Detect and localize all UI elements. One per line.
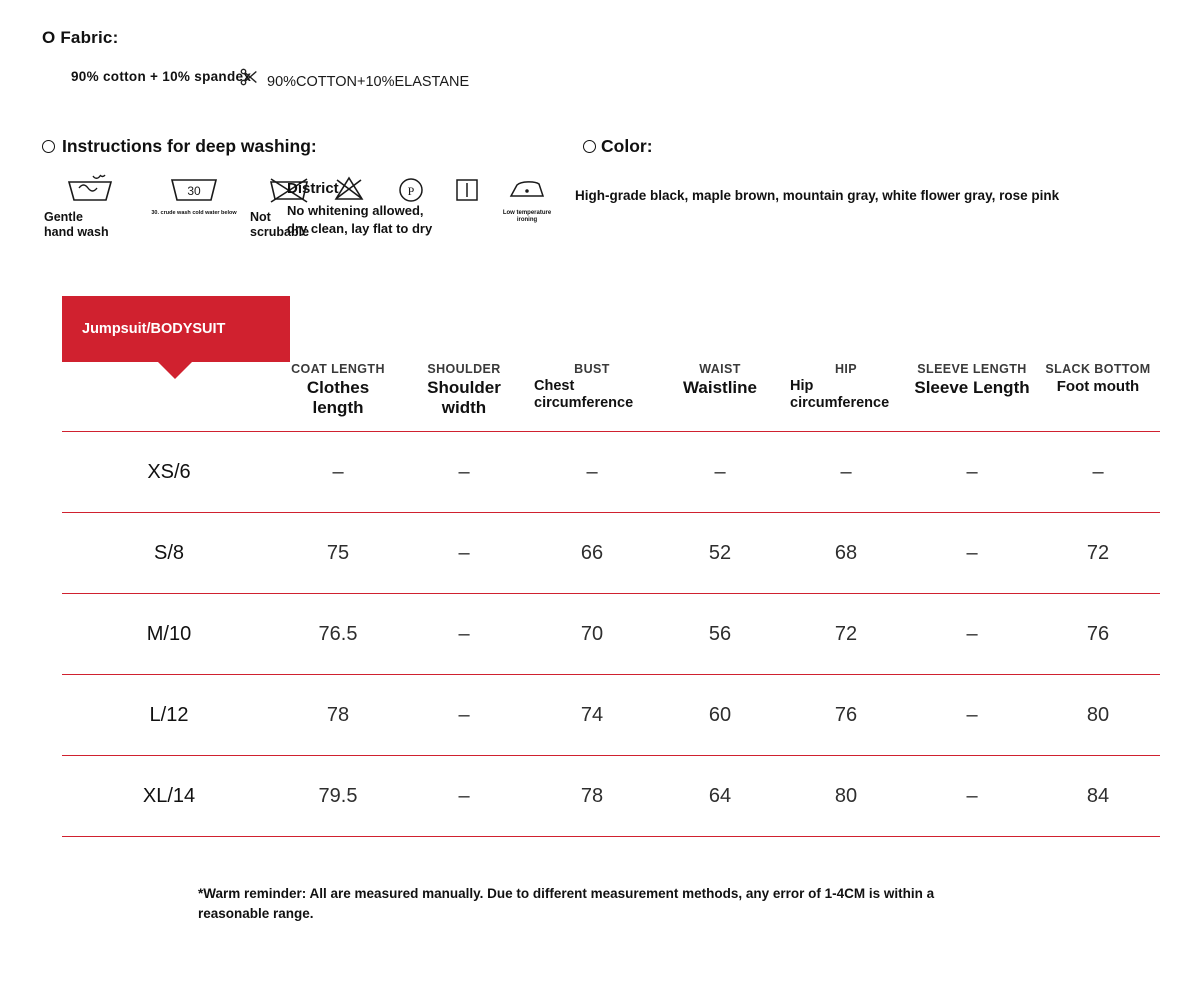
lay-flat-dry-icon	[452, 172, 482, 208]
cell: 79.5	[318, 784, 358, 807]
low-iron-label: Low temperature ironing	[502, 210, 552, 224]
row-size: XS/6	[147, 460, 191, 483]
cell: –	[586, 460, 598, 483]
table-row	[62, 513, 1160, 594]
cell: 72	[834, 622, 858, 645]
table-header-hip: HIP Hip circumference	[784, 362, 908, 432]
cell: –	[458, 703, 470, 726]
cell: 80	[834, 784, 858, 807]
table-row	[62, 756, 1160, 837]
table-header-shoulder: SHOULDER Shoulder width	[400, 362, 528, 432]
cell: –	[966, 703, 978, 726]
cell: –	[714, 460, 726, 483]
cell: –	[966, 622, 978, 645]
fabric-composition-en: 90%COTTON+10%ELASTANE	[267, 74, 470, 90]
hand-wash-item	[44, 172, 136, 240]
table-header-waist: WAIST Waistline	[656, 362, 784, 432]
size-table	[62, 362, 1160, 837]
cell: 75	[326, 541, 350, 564]
cell: 84	[1086, 784, 1110, 807]
wash-care-icon-row	[44, 172, 564, 262]
circle-bullet-icon-2	[583, 140, 596, 153]
table-row	[62, 675, 1160, 756]
cell: 74	[580, 703, 604, 726]
machine-wash-item	[142, 172, 246, 217]
machine-wash-label: 30. crude wash cold water below	[151, 210, 237, 216]
table-header-slack-bottom: SLACK BOTTOM Foot mouth	[1036, 362, 1160, 432]
cell: 52	[708, 541, 732, 564]
row-size: XL/14	[142, 784, 196, 807]
cell: –	[966, 541, 978, 564]
size-table-body	[62, 432, 1160, 837]
color-heading	[583, 136, 653, 157]
district-label: District	[287, 180, 339, 197]
cell: –	[966, 784, 978, 807]
svg-text:P: P	[407, 184, 415, 198]
row-size: M/10	[146, 622, 192, 645]
cell: 78	[580, 784, 604, 807]
hand-wash-icon	[44, 172, 136, 208]
cell: –	[458, 541, 470, 564]
washing-instructions-heading	[42, 136, 317, 157]
table-header-coat-length: COAT LENGTH Clothes length	[276, 362, 400, 432]
row-size: L/12	[149, 703, 189, 726]
table-header-bust: BUST Chest circumference	[528, 362, 656, 432]
cell: –	[966, 460, 978, 483]
cell: 68	[834, 541, 858, 564]
cell: 72	[1086, 541, 1110, 564]
cell: 60	[708, 703, 732, 726]
lay-flat-dry-item	[452, 172, 482, 208]
cell: –	[458, 622, 470, 645]
washing-instructions-label: Instructions for deep washing:	[62, 136, 317, 156]
fabric-composition-cn: 90% cotton + 10% spandex	[71, 69, 252, 84]
cell: 64	[708, 784, 732, 807]
cell: 66	[580, 541, 604, 564]
table-header-sleeve-length: SLEEVE LENGTH Sleeve Length	[908, 362, 1036, 432]
low-iron-icon	[499, 172, 555, 208]
cell: 70	[580, 622, 604, 645]
row-size: S/8	[153, 541, 185, 564]
table-row	[62, 432, 1160, 513]
fabric-title: O Fabric:	[42, 28, 119, 47]
cell: –	[458, 784, 470, 807]
cell: 76.5	[318, 622, 358, 645]
size-chart	[62, 296, 1162, 837]
warm-reminder-note: *Warm reminder: All are measured manually. Due to different measurement methods, any error of 1-4CM is within a reasonable range.	[198, 886, 935, 921]
cell: 76	[834, 703, 858, 726]
cell: –	[332, 460, 344, 483]
cell: –	[840, 460, 852, 483]
cell: 80	[1086, 703, 1110, 726]
machine-wash-30-icon	[142, 172, 246, 208]
table-row	[62, 594, 1160, 675]
color-values: High-grade black, maple brown, mountain gray, white flower gray, rose pink	[575, 188, 1060, 203]
low-iron-item	[499, 172, 555, 224]
circle-bullet-icon	[42, 140, 55, 153]
scissors-icon	[238, 66, 260, 88]
cell: –	[1092, 460, 1104, 483]
cell: 78	[326, 703, 350, 726]
color-label: Color:	[601, 136, 653, 156]
cell: 56	[708, 622, 732, 645]
hand-wash-label: Gentle hand wash	[44, 210, 109, 239]
no-scrub-label: Not scrubable	[250, 210, 310, 239]
cell: –	[458, 460, 470, 483]
size-chart-tab: Jumpsuit/BODYSUIT	[62, 296, 290, 362]
no-bleach-note: No whitening allowed, dry clean, lay flat to dry	[287, 203, 433, 236]
cell: 76	[1086, 622, 1110, 645]
svg-text:30: 30	[187, 184, 201, 198]
